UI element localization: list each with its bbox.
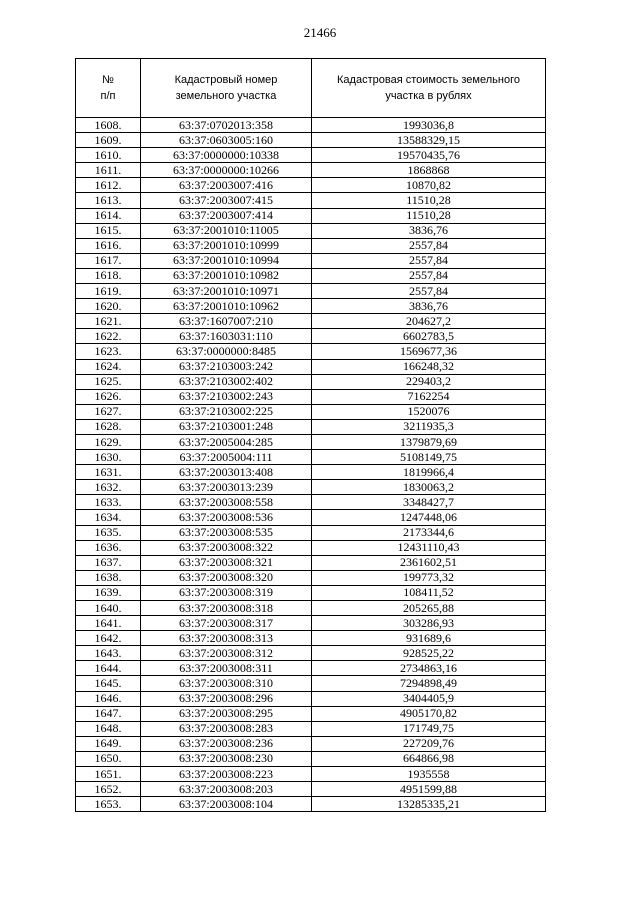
cadastral-value-cell: 1830063,2 [312,480,546,495]
table-row [76,540,546,555]
table-row [76,525,546,540]
cadastral-value-cell: 3836,76 [312,223,546,238]
cadastral-number-cell: 63:37:2003008:313 [141,631,312,646]
cadastral-number-cell: 63:37:0000000:8485 [141,344,312,359]
table-row [76,389,546,404]
table-row [76,193,546,208]
row-number-cell: 1652. [76,782,141,797]
table-row [76,434,546,449]
table-row [76,208,546,223]
header-cadastral-number [141,59,312,118]
table-row [76,721,546,736]
cadastral-number-cell: 63:37:2003007:416 [141,178,312,193]
row-number-cell: 1643. [76,646,141,661]
row-number-cell: 1632. [76,480,141,495]
table-row [76,570,546,585]
row-number-cell: 1631. [76,465,141,480]
cadastral-number-cell: 63:37:2003008:203 [141,782,312,797]
cadastral-value-cell: 7294898,49 [312,676,546,691]
row-number-cell: 1617. [76,253,141,268]
row-number-cell: 1649. [76,736,141,751]
header-number [76,59,141,118]
row-number-cell: 1616. [76,238,141,253]
cadastral-number-cell: 63:37:2003008:295 [141,706,312,721]
cadastral-value-cell: 3211935,3 [312,419,546,434]
cadastral-number-cell: 63:37:2003007:414 [141,208,312,223]
cadastral-value-cell: 11510,28 [312,208,546,223]
table-row [76,450,546,465]
cadastral-value-cell: 171749,75 [312,721,546,736]
table-row [76,736,546,751]
row-number-cell: 1619. [76,284,141,299]
row-number-cell: 1609. [76,133,141,148]
cadastral-number-cell: 63:37:2003008:296 [141,691,312,706]
cadastral-number-cell: 63:37:2001010:11005 [141,223,312,238]
table-row [76,465,546,480]
cadastral-number-cell: 63:37:2001010:10971 [141,284,312,299]
table-row [76,178,546,193]
row-number-cell: 1633. [76,495,141,510]
cadastral-value-cell: 3348427,7 [312,495,546,510]
row-number-cell: 1650. [76,751,141,766]
cadastral-number-cell: 63:37:2003008:104 [141,797,312,812]
cadastral-value-cell: 12431110,43 [312,540,546,555]
row-number-cell: 1628. [76,419,141,434]
table-row [76,238,546,253]
row-number-cell: 1644. [76,661,141,676]
row-number-cell: 1638. [76,570,141,585]
cadastral-value-cell: 4951599,88 [312,782,546,797]
cadastral-value-cell: 303286,93 [312,616,546,631]
cadastral-number-cell: 63:37:2003008:321 [141,555,312,570]
table-row [76,601,546,616]
cadastral-value-cell: 2361602,51 [312,555,546,570]
table-row [76,646,546,661]
row-number-cell: 1618. [76,268,141,283]
row-number-cell: 1635. [76,525,141,540]
row-number-cell: 1648. [76,721,141,736]
cadastral-value-cell: 13285335,21 [312,797,546,812]
cadastral-value-cell: 2734863,16 [312,661,546,676]
cadastral-value-cell: 928525,22 [312,646,546,661]
cadastral-value-cell: 1993036,8 [312,118,546,133]
row-number-cell: 1624. [76,359,141,374]
table-row [76,148,546,163]
cadastral-number-cell: 63:37:0603005:160 [141,133,312,148]
table-row [76,767,546,782]
header-cadastral-line2: земельного участка [175,90,277,102]
cadastral-number-cell: 63:37:2001010:10999 [141,238,312,253]
row-number-cell: 1621. [76,314,141,329]
table-row [76,691,546,706]
table-row [76,253,546,268]
row-number-cell: 1641. [76,616,141,631]
table-header [76,59,546,118]
cadastral-value-cell: 1569677,36 [312,344,546,359]
table-row [76,782,546,797]
cadastral-number-cell: 63:37:2001010:10994 [141,253,312,268]
cadastral-number-cell: 63:37:2003008:322 [141,540,312,555]
cadastral-number-cell: 63:37:2005004:285 [141,434,312,449]
row-number-cell: 1611. [76,163,141,178]
cadastral-number-cell: 63:37:2003008:318 [141,601,312,616]
cadastral-value-cell: 166248,32 [312,359,546,374]
header-row [76,59,546,118]
table-row [76,118,546,133]
row-number-cell: 1647. [76,706,141,721]
cadastral-number-cell: 63:37:0000000:10266 [141,163,312,178]
cadastral-number-cell: 63:37:2003013:408 [141,465,312,480]
cadastral-value-cell: 3836,76 [312,299,546,314]
cadastral-value-cell: 1247448,06 [312,510,546,525]
table-row [76,495,546,510]
table-row [76,631,546,646]
header-value-line2: участка в рублях [385,90,472,102]
cadastral-number-cell: 63:37:2003008:230 [141,751,312,766]
cadastral-value-cell: 5108149,75 [312,450,546,465]
cadastral-number-cell: 63:37:1607007:210 [141,314,312,329]
cadastral-value-cell: 4905170,82 [312,706,546,721]
row-number-cell: 1608. [76,118,141,133]
header-cadastral-value [312,59,546,118]
cadastral-value-cell: 6602783,5 [312,329,546,344]
cadastral-number-cell: 63:37:2103002:225 [141,404,312,419]
table-row [76,314,546,329]
row-number-cell: 1637. [76,555,141,570]
cadastral-number-cell: 63:37:2001010:10982 [141,268,312,283]
table-row [76,223,546,238]
table-row [76,480,546,495]
cadastral-number-cell: 63:37:2003008:535 [141,525,312,540]
cadastral-value-cell: 11510,28 [312,193,546,208]
page-number: 21466 [303,25,337,40]
row-number-cell: 1612. [76,178,141,193]
cadastral-number-cell: 63:37:2103002:402 [141,374,312,389]
table-row [76,616,546,631]
cadastral-value-cell: 108411,52 [312,585,546,600]
cadastral-value-cell: 13588329,15 [312,133,546,148]
cadastral-value-cell: 3404405,9 [312,691,546,706]
cadastral-number-cell: 63:37:2003008:320 [141,570,312,585]
row-number-cell: 1634. [76,510,141,525]
table-row [76,751,546,766]
cadastral-number-cell: 63:37:2003008:312 [141,646,312,661]
row-number-cell: 1620. [76,299,141,314]
row-number-cell: 1639. [76,585,141,600]
cadastral-number-cell: 63:37:2005004:111 [141,450,312,465]
row-number-cell: 1630. [76,450,141,465]
header-number-line1: № [102,74,114,86]
row-number-cell: 1642. [76,631,141,646]
header-number-line2: п/п [100,90,116,102]
cadastral-value-cell: 227209,76 [312,736,546,751]
table-row [76,510,546,525]
table-row [76,133,546,148]
cadastral-number-cell: 63:37:2003008:236 [141,736,312,751]
cadastral-value-cell: 1379879,69 [312,434,546,449]
row-number-cell: 1640. [76,601,141,616]
cadastral-number-cell: 63:37:1603031:110 [141,329,312,344]
table-row [76,163,546,178]
cadastral-value-cell: 1868868 [312,163,546,178]
cadastral-value-cell: 2173344,6 [312,525,546,540]
row-number-cell: 1625. [76,374,141,389]
cadastral-number-cell: 63:37:0702013:358 [141,118,312,133]
table-body [76,118,546,812]
cadastral-number-cell: 63:37:2003008:310 [141,676,312,691]
cadastral-number-cell: 63:37:2001010:10962 [141,299,312,314]
cadastral-value-cell: 1935558 [312,767,546,782]
table-row [76,676,546,691]
row-number-cell: 1623. [76,344,141,359]
cadastral-value-cell: 1520076 [312,404,546,419]
row-number-cell: 1615. [76,223,141,238]
cadastral-value-cell: 2557,84 [312,268,546,283]
cadastral-value-cell: 2557,84 [312,284,546,299]
cadastral-number-cell: 63:37:2003013:239 [141,480,312,495]
table-row [76,661,546,676]
row-number-cell: 1636. [76,540,141,555]
cadastral-number-cell: 63:37:2003007:415 [141,193,312,208]
cadastral-number-cell: 63:37:2103001:248 [141,419,312,434]
table-row [76,344,546,359]
table-row [76,284,546,299]
cadastral-number-cell: 63:37:2003008:558 [141,495,312,510]
cadastral-number-cell: 63:37:2003008:223 [141,767,312,782]
cadastral-value-cell: 7162254 [312,389,546,404]
header-value-line1: Кадастровая стоимость земельного [337,74,520,86]
header-cadastral-line1: Кадастровый номер [174,74,278,86]
table-row [76,706,546,721]
cadastral-value-cell: 664866,98 [312,751,546,766]
cadastral-number-cell: 63:37:2003008:311 [141,661,312,676]
cadastral-value-cell: 199773,32 [312,570,546,585]
cadastral-value-cell: 1819966,4 [312,465,546,480]
table-row [76,419,546,434]
cadastral-value-cell: 204627,2 [312,314,546,329]
row-number-cell: 1645. [76,676,141,691]
cadastral-value-cell: 229403,2 [312,374,546,389]
row-number-cell: 1627. [76,404,141,419]
table-row [76,797,546,812]
row-number-cell: 1622. [76,329,141,344]
row-number-cell: 1646. [76,691,141,706]
cadastral-number-cell: 63:37:2003008:283 [141,721,312,736]
cadastral-value-cell: 19570435,76 [312,148,546,163]
cadastral-number-cell: 63:37:2103003:242 [141,359,312,374]
cadastral-value-cell: 2557,84 [312,253,546,268]
table-row [76,404,546,419]
row-number-cell: 1651. [76,767,141,782]
row-number-cell: 1653. [76,797,141,812]
table-row [76,299,546,314]
row-number-cell: 1610. [76,148,141,163]
cadastral-number-cell: 63:37:0000000:10338 [141,148,312,163]
row-number-cell: 1614. [76,208,141,223]
table-row [76,374,546,389]
cadastral-value-table [75,58,546,812]
cadastral-value-cell: 2557,84 [312,238,546,253]
row-number-cell: 1613. [76,193,141,208]
table-row [76,585,546,600]
table-row [76,268,546,283]
cadastral-value-cell: 205265,88 [312,601,546,616]
cadastral-value-cell: 10870,82 [312,178,546,193]
cadastral-number-cell: 63:37:2003008:536 [141,510,312,525]
cadastral-number-cell: 63:37:2003008:317 [141,616,312,631]
cadastral-number-cell: 63:37:2103002:243 [141,389,312,404]
row-number-cell: 1626. [76,389,141,404]
cadastral-value-cell: 931689,6 [312,631,546,646]
table-row [76,555,546,570]
row-number-cell: 1629. [76,434,141,449]
cadastral-number-cell: 63:37:2003008:319 [141,585,312,600]
table-row [76,359,546,374]
table-row [76,329,546,344]
